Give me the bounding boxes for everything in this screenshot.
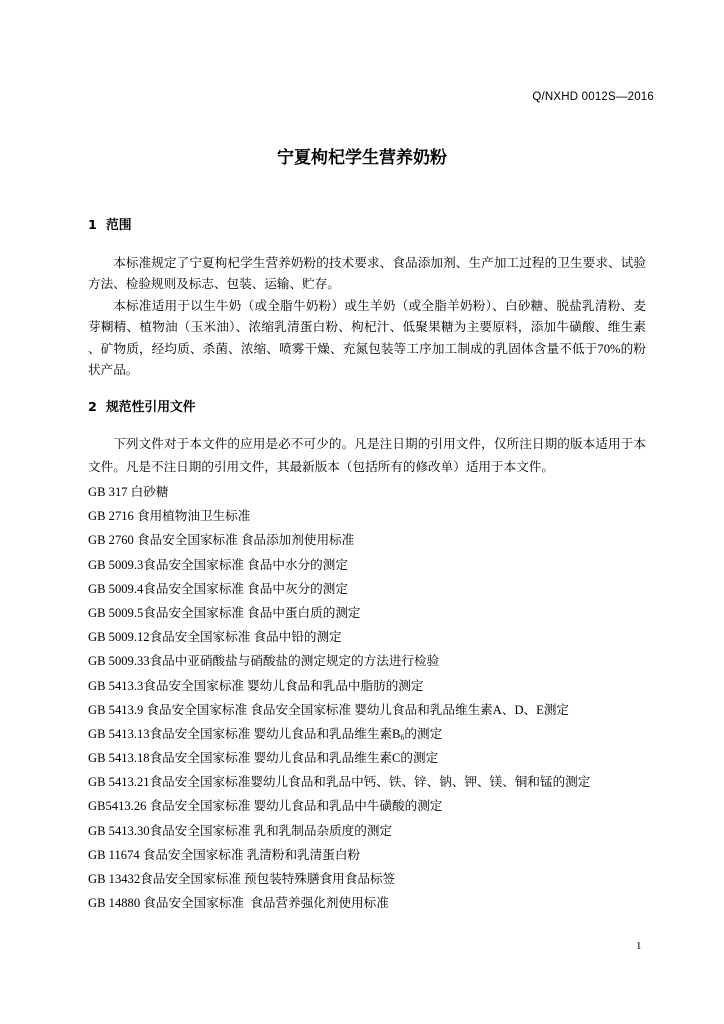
paragraph-line: 文件。凡是不注日期的引用文件，其最新版本（包括所有的修改单）适用于本文件。 (88, 459, 554, 474)
reference-item: GB 5009.12食品安全国家标准 食品中铅的测定 (88, 630, 342, 645)
document-title: 宁夏枸杞学生营养奶粉 (277, 148, 447, 168)
paragraph-line: 本标准适用于以生牛奶（或全脂牛奶粉）或生羊奶（或全脂羊奶粉）、白砂糖、脱盐乳清粉、麦 (113, 298, 646, 313)
reference-text-suffix: 的测定 (404, 726, 443, 741)
reference-item: GB 14880 食品安全国家标准 食品营养强化剂使用标准 (88, 896, 389, 911)
reference-item: GB 5413.18食品安全国家标准 婴幼儿食品和乳品维生素C的测定 (88, 751, 439, 766)
section-number: 1 (88, 218, 97, 233)
reference-item: GB 5009.33食品中亚硝酸盐与硝酸盐的测定规定的方法进行检验 (88, 654, 440, 669)
paragraph-line: 下列文件对于本文件的应用是必不可少的。凡是注日期的引用文件，仅所注日期的版本适用于本 (113, 437, 646, 451)
reference-item: GB 11674 食品安全国家标准 乳清粉和乳清蛋白粉 (88, 847, 361, 862)
paragraph (88, 433, 646, 478)
paragraph-line: 方法、检验规则及标志、包装、运输、贮存。 (88, 277, 340, 292)
reference-item: GB 5009.3食品安全国家标准 食品中水分的测定 (88, 557, 348, 572)
reference-item: GB 2760 食品安全国家标准 食品添加剂使用标准 (88, 533, 355, 548)
paragraph (88, 296, 646, 382)
paragraph-line: 状产品。 (88, 363, 139, 378)
reference-item: GB 317 白砂糖 (88, 485, 169, 499)
scope-paragraphs (88, 253, 646, 381)
subscript: 6 (400, 732, 405, 742)
reference-item: GB 5413.21食品安全国家标准婴幼儿食品和乳品中钙、铁、锌、钠、钾、镁、铜和锰的测定 (88, 775, 591, 790)
reference-item: GB 2716 食用植物油卫生标准 (88, 509, 251, 524)
reference-item: GB 5413.9 食品安全国家标准 食品安全国家标准 婴幼儿食品和乳品维生素A、D、E测定 (88, 702, 570, 717)
references-intro (88, 433, 646, 478)
reference-text: GB 5413.13食品安全国家标准 婴幼儿食品和乳品维生素B (88, 726, 401, 741)
paragraph (88, 253, 646, 296)
document-code: Q/NXHD 0012S—2016 (532, 91, 654, 103)
reference-item: GB 5009.4食品安全国家标准 食品中灰分的测定 (88, 581, 348, 596)
section-title: 规范性引用文件 (106, 400, 196, 415)
paragraph-line: 芽糊精、植物油（玉米油）、浓缩乳清蛋白粉、枸杞汁、低聚果糖为主要原料，添加牛磺酸、维生素 (88, 320, 646, 335)
reference-item (88, 722, 646, 746)
reference-item: GB 5413.3食品安全国家标准 婴幼儿食品和乳品中脂肪的测定 (88, 678, 424, 693)
section-number: 2 (88, 400, 97, 415)
reference-list (88, 480, 646, 915)
section-heading-normative-references (88, 398, 196, 418)
reference-item: GB 13432食品安全国家标准 预包装特殊膳食用食品标签 (88, 872, 396, 886)
section-heading-scope (88, 216, 132, 236)
paragraph-line: 本标准规定了宁夏枸杞学生营养奶粉的技术要求、食品添加剂、生产加工过程的卫生要求、试验 (113, 256, 646, 270)
reference-item: GB 5009.5食品安全国家标准 食品中蛋白质的测定 (88, 605, 361, 620)
reference-item: GB 5413.30食品安全国家标准 乳和乳制品杂质度的测定 (88, 823, 393, 838)
paragraph-line: 、矿物质，经均质、杀菌、浓缩、喷雾干燥、充氮包装等工序加工制成的乳固体含量不低于70%的粉 (88, 341, 646, 356)
section-title: 范围 (106, 218, 132, 233)
reference-item: GB5413.26 食品安全国家标准 婴幼儿食品和乳品中牛磺酸的测定 (88, 799, 443, 814)
page-number: 1 (636, 940, 642, 952)
